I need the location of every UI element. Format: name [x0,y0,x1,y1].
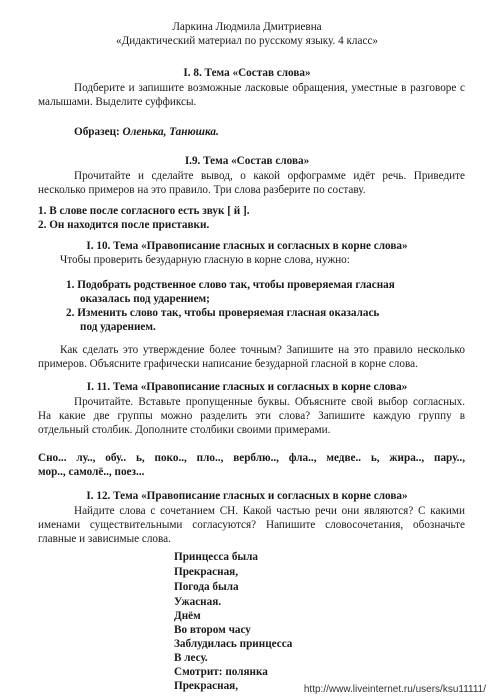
section-11-words-2: мор.., самолё.., поез... [38,466,145,478]
section-9-rule-2: 2. Он находится после приставки. [38,219,210,231]
section-9-title: I.9. Тема «Состав слова» [184,155,310,167]
section-12-line-3: главные и зависимые слова. [38,533,171,545]
section-11-title: I. 11. Тема «Правописание гласных и согласных в корне слова» [86,381,408,393]
poem-line: В лесу. [174,652,208,664]
sample-text: Оленька, Танюшка. [122,126,219,138]
sample-label: Образец: [74,126,120,138]
poem-line: Ужасная. [174,596,222,608]
section-12-line-2: именами существительными согласуются? Напишите словосочетания, обозначьте [38,519,465,531]
section-10-title: I. 10. Тема «Правописание гласных и согласных в корне слова» [86,240,408,252]
poem-line: Принцесса была [174,551,259,563]
section-10-rule-1b: оказалась под ударением; [80,293,210,305]
section-10-rule-2b: под ударением. [80,321,156,333]
poem-line: Заблудилась принцесса [174,638,293,650]
section-11-line-1: Прочитайте. Вставьте пропущенные буквы. Объясните свой выбор согласных. [74,396,465,408]
watermark-url: http://www.liveinternet.ru/users/ksu11111/ [303,684,486,695]
poem-line: Погода была [174,581,239,593]
section-11-line-3: отдельный столбик. Дополните столбики своими примерами. [38,424,331,436]
header-author: Ларкина Людмила Дмитриевна [172,21,322,33]
section-12-title: I. 12. Тема «Правописание гласных и согласных в корне слова» [86,490,408,502]
header-subtitle: «Дидактический материал по русскому языку. 4 класс» [115,35,379,47]
section-10-line-1: Как сделать это утверждение более точным? Запишите на это правило несколько [60,344,465,356]
section-10-rule-2: 2. Изменить слово так, чтобы проверяемая гласная оказалась [66,307,380,319]
section-9-line-2: несколько примеров на это правило. Три слова разберите по составу. [38,184,366,196]
section-10-rule-1: 1. Подобрать родственное слово так, чтобы проверяемая гласная [66,279,395,291]
section-8-line-2: малышами. Выделите суффиксы. [38,96,197,108]
poem-line: Днём [174,610,201,622]
section-8-title: I. 8. Тема «Состав слова» [183,67,311,79]
section-9-rule-1: 1. В слове после согласного есть звук [ й ]. [38,205,250,217]
section-9-line-1: Прочитайте и сделайте вывод, о какой орфограмме идёт речь. Приведите [74,170,465,182]
poem-line: Во втором часу [174,624,251,636]
section-12-line-1: Найдите слова с сочетанием СН. Какой частью речи они являются? С какими [74,505,465,517]
section-8-sample [74,126,219,139]
poem-line: Прекрасная, [174,566,239,578]
poem-line: Прекрасная, [174,680,239,692]
section-11-line-2: На какие две группы можно разделить эти слова? Запишите каждую группу в [38,410,465,422]
section-10-intro: Чтобы проверить безударную гласную в корне слова, нужно: [60,254,350,266]
section-11-words-1: Сно... лу.., обу.. ь, поко.., пло.., верблю.., фла.., медве.. ь, жира.., пару.., [38,452,465,464]
section-8-line-1: Подберите и запишите возможные ласковые обращения, уместные в разговоре с [74,82,465,94]
poem-line: Смотрит: полянка [174,666,268,678]
section-10-line-2: примеров. Объясните графически написание безударной гласной в корне слова. [38,358,418,370]
